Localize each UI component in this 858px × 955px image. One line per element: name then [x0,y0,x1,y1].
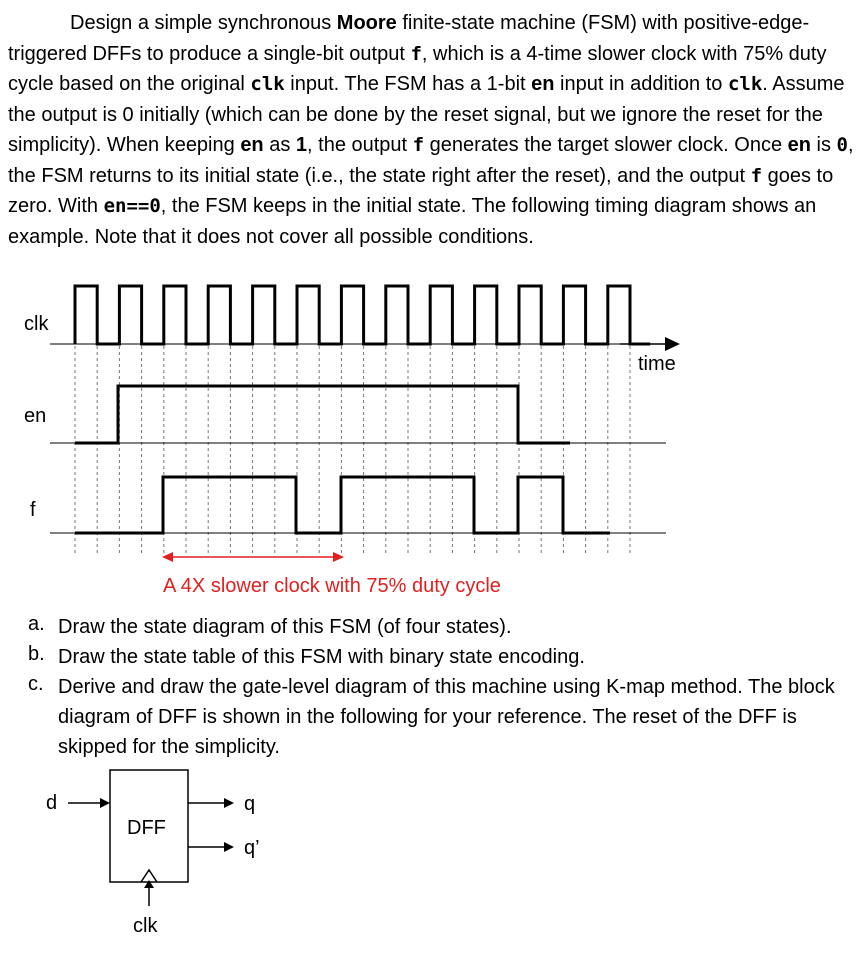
task-b [28,642,848,672]
clk-label: clk [24,313,49,335]
task-c-text: Derive and draw the gate-level diagram of this machine using K-map method. The block diagram of DFF is shown in the following for your reference. The reset of the DFF is skipped for the simplicity. [58,676,835,758]
en-waveform [75,386,570,443]
f-waveform [75,477,610,533]
task-b-text: Draw the state table of this FSM with binary state encoding. [58,646,585,668]
period-arrow-left-head [162,552,173,562]
dff-block-diagram [0,760,300,950]
task-a [28,612,848,642]
d-input-arrow [100,798,110,808]
dff-title: DFF [127,817,166,839]
f-label: f [30,499,36,521]
timing-diagram [0,270,858,610]
period-annotation: A 4X slower clock with 75% duty cycle [163,575,501,597]
task-a-text: Draw the state diagram of this FSM (of four states). [58,616,512,638]
en-label: en [24,405,47,427]
time-label: time [638,353,676,375]
dff-clk-label: clk [133,915,158,937]
q-label: q [244,793,256,815]
d-label: d [46,792,58,814]
q-output-arrow [224,798,234,808]
task-c-marker: c. [28,673,44,695]
problem-statement: Design a simple synchronous Moore finite-state machine (FSM) with positive-edge-triggered DFFs to produce a single-bit output f, which is a 4-time slower clock with 75% duty cycle based on the original clk input. The FSM has a 1-bit en input in addition to clk. Assume the output is 0 initially (which can be done by the reset signal, but we ignore the reset for the simplicity). When keeping en as 1, the output f generates the target slower clock. Once en is 0, the FSM returns to its initial state (i.e., the state right after the reset), and the output f goes to zero. With en==0, the FSM keeps in the initial state. The following timing diagram shows an example. Note that it does not cover all possible conditions. [8,12,854,248]
period-arrow-right-head [333,552,344,562]
time-arrow-head [665,337,680,351]
task-b-marker: b. [28,643,45,665]
clk-waveform [75,286,650,344]
clock-edge-gridlines [75,346,630,556]
qbar-label: q’ [244,837,260,859]
qbar-output-arrow [224,842,234,852]
task-a-marker: a. [28,613,45,635]
task-c [28,672,848,762]
task-list [28,612,848,762]
